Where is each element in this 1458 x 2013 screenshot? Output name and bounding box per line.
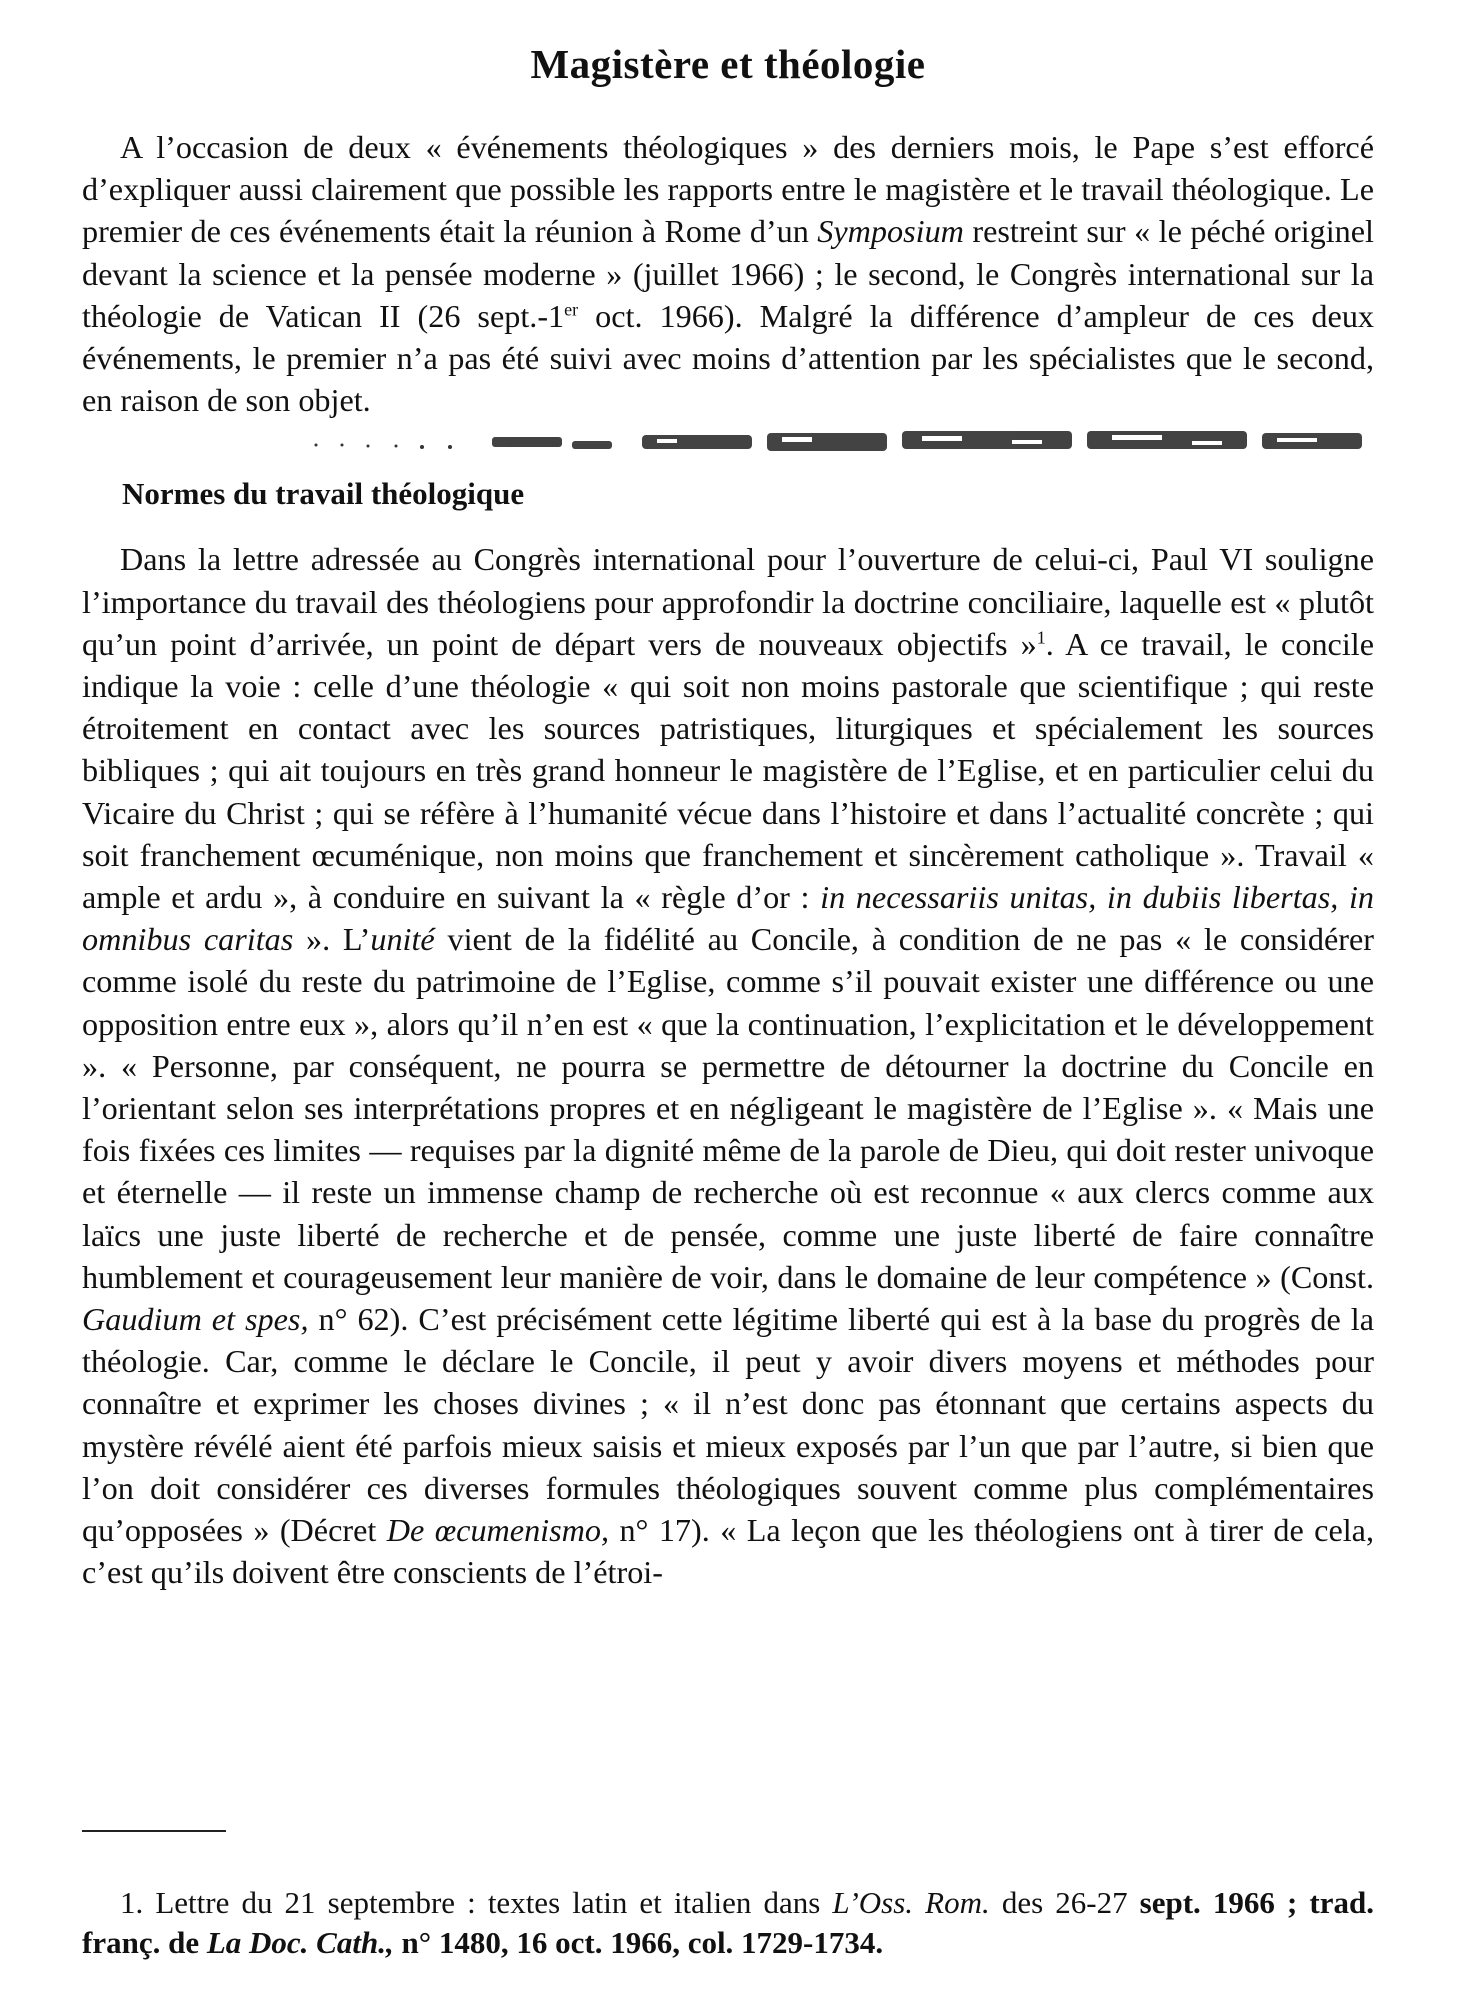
gaudium-et-spes-italic: Gaudium et spes, (82, 1301, 309, 1338)
footnote-text-3: sept. 1966 ; trad. franç. de (82, 1885, 1374, 1960)
latin-rule: in necessariis unitas, in dubiis libertas, in omnibus caritas (82, 879, 1374, 958)
page-title: Magistère et théologie (530, 41, 926, 87)
intro-italic-symposium: Symposium (817, 213, 964, 250)
de-oecumenismo-italic: De œcumenismo, (386, 1512, 610, 1549)
intro-paragraph (82, 126, 1374, 421)
intro-superscript: er (564, 299, 579, 320)
body-text-5: n° 62). C’est précisément cette légitime liberté qui est à la base du progrès de la théologie. Car, comme le déclare le Concile, il peut y avoir divers moyens et méthodes pour connaître et exprimer les choses divines ; « il n’est donc pas étonnant que certains aspects du mystère révélé aient été parfois mieux saisis et mieux exposés par l’un que par l’autre, si bien que l’on doit considérer ces diverses formules théologiques souvent comme plus complémentaires qu’opposées » (Décret (82, 1301, 1375, 1549)
footnote-oss-rom: L’Oss. Rom. (832, 1885, 990, 1920)
body-text-1: Dans la lettre adressée au Congrès international pour l’ouverture de celui-ci, Paul VI souligne l’importance du travail des théologiens pour approfondir la doctrine conciliaire, laquelle est « plutôt qu’un point d’arrivée, un point de départ vers de nouveaux objectifs » (82, 541, 1374, 662)
page-content (82, 40, 1374, 1594)
footnote-text-1: 1. Lettre du 21 septembre : textes latin et italien dans (120, 1885, 833, 1920)
section-heading: Normes du travail théologique (122, 476, 525, 512)
intro-text-1: A l’occasion de deux « événements théologiques » des derniers mois, le Pape s’est efforcé d’expliquer aussi clairement que possible les rapports entre le magistère et le travail théologique. Le premier de ces événements était la réunion à Rome d’un (82, 129, 1374, 250)
footnote-la-doc-cath: La Doc. Cath., (206, 1925, 394, 1960)
intro-text-2: restreint sur « le péché originel devant la science et la pensée moderne » (juillet 1966) ; le second, le Congrès international sur la théologie de Vatican II (26 sept.-1 (82, 213, 1375, 334)
footnote-text-2: des 26-27 (989, 1885, 1140, 1920)
body-text-4: vient de la fidélité au Concile, à condition de ne pas « le considérer comme isolé du reste du patrimoine de l’Eglise, comme s’il pouvait exister une différence ou une opposition entre eux », alors qu’il n’en est « que la continuation, l’explicitation et le développement ». « Personne, par conséquent, ne pourra se permettre de détourner la doctrine du Concile en l’orientant selon ses interprétations propres et en négligeant le magistère de l’Eglise ». « Mais une fois fixées ces limites — requises par la dignité même de la parole de Dieu, qui doit rester univoque et éternelle — il reste un immense champ de recherche où est reconnue « aux clercs comme aux laïcs une juste liberté de recherche et de pensée, comme une juste liberté de faire connaître humblement et courageusement leur manière de voir, dans le domaine de leur compétence » (Const. (82, 921, 1374, 1295)
body-text-6: n° 17). « La leçon que les théologiens ont à tirer de cela, c’est qu’ils doivent être conscients de l’étroi- (82, 1512, 1375, 1591)
footnote-text-4: n° 1480, 16 oct. 1966, col. 1729-1734. (393, 1925, 884, 1960)
intro-text-3: oct. 1966). Malgré la différence d’ampleur de ces deux événements, le premier n’a pas été suivi avec moins d’attention par les spécialistes que le second, en raison de son objet. (82, 297, 1375, 419)
footnote-separator (82, 1830, 226, 1832)
body-paragraph (82, 538, 1374, 1593)
footnote (82, 1883, 1374, 1963)
body-text-2: . A ce travail, le concile indique la voie : celle d’une théologie « qui soit non moins pastorale que scientifique ; qui reste étroitement en contact avec les sources patristiques, liturgiques et spécialement les sources bibliques ; qui ait toujours en très grand honneur le magistère de l’Eglise, et en particulier celui du Vicaire du Christ ; qui se réfère à l’humanité vécue dans l’histoire et dans l’actualité concrète ; qui soit franchement œcuménique, non moins que franchement et sincèrement catholique ». Travail « ample et ardu », à conduire en suivant la « règle d’or : (82, 625, 1374, 916)
footnote-reference: 1 (1036, 627, 1046, 648)
body-text-3: ». L’ (293, 921, 371, 958)
unite-italic: unité (370, 921, 435, 958)
scan-noise-divider (312, 425, 1372, 461)
